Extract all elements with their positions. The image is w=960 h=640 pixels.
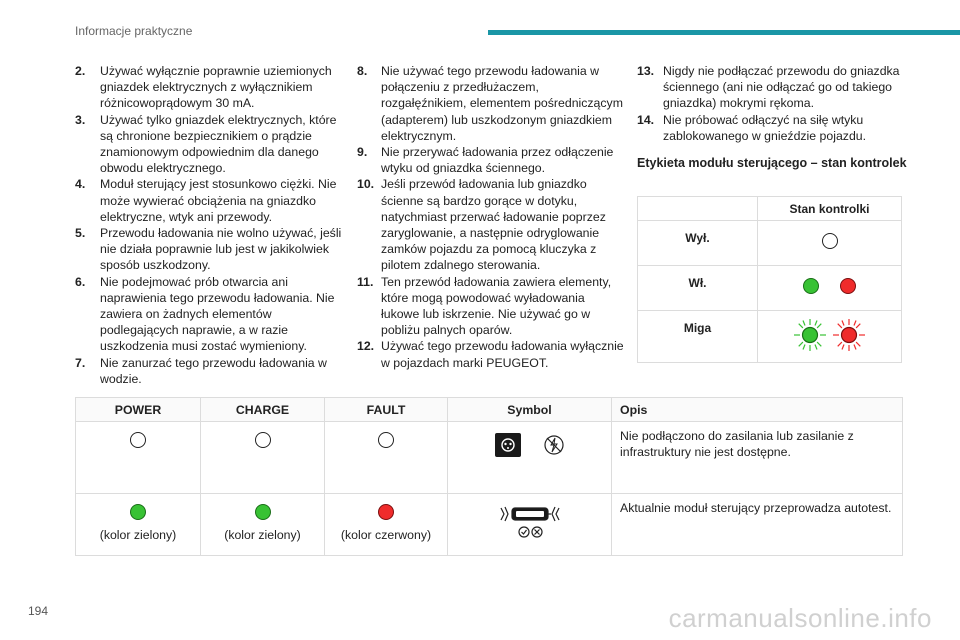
state-label-blink: Miga — [638, 311, 758, 363]
col-header-desc: Opis — [612, 398, 903, 422]
col-header-charge: CHARGE — [201, 398, 325, 422]
item-number: 12. — [357, 339, 375, 354]
item-text: Używać tego przewodu ładowania wyłącznie w pojazdach marki PEUGEOT. — [381, 339, 624, 370]
color-caption: (kolor zielony) — [224, 528, 301, 542]
table-header-row — [638, 197, 902, 221]
list-item — [357, 338, 625, 370]
no-power-icon — [542, 433, 566, 457]
col-header-symbol: Symbol — [448, 398, 612, 422]
item-number: 9. — [357, 145, 368, 160]
item-number: 3. — [75, 112, 86, 127]
state-label-off: Wył. — [638, 221, 758, 266]
table-row — [76, 422, 903, 494]
item-text: Przewodu ładowania nie wolno używać, jeśli nie działa poprawnie lub jest w jakikolwiek sposób uszkodzony. — [100, 226, 342, 273]
watermark: carmanualsonline.info — [668, 603, 932, 633]
item-number: 5. — [75, 226, 86, 241]
item-text: Nie przerywać ładowania przez odłączenie wtyku od gniazdka ściennego. — [381, 145, 614, 176]
list-item — [75, 355, 345, 387]
item-text: Moduł sterujący jest stosunkowo ciężki. Nie może wywierać obciążenia na gniazdko elektryczne, wtyk ani przewody. — [100, 177, 337, 224]
led-off-icon — [130, 432, 146, 448]
table-row — [638, 221, 902, 266]
status-table — [75, 397, 903, 556]
plug-icon — [493, 432, 523, 458]
item-text: Ten przewód ładowania zawiera elementy, które mogą powodować wyładowania łukowe lub iskrzenie. Nie używać go w pobliżu palnych oparów. — [381, 274, 612, 338]
table-row — [76, 494, 903, 556]
header-accent-bar — [488, 30, 960, 35]
led-green-blinking-icon — [792, 317, 828, 353]
led-red-icon — [840, 278, 856, 294]
led-green-icon — [803, 278, 819, 294]
desc-cell: Aktualnie moduł sterujący przeprowadza autotest. — [612, 494, 903, 556]
item-number: 6. — [75, 274, 86, 289]
page-number: 194 — [28, 604, 49, 618]
item-number: 2. — [75, 64, 86, 78]
item-number: 11. — [357, 274, 374, 289]
item-text: Jeśli przewód ładowania lub gniazdko ścienne są bardzo gorące w dotyku, natychmiast przerwać ładowanie poprzez zaryglowanie, a następnie odryglowanie zamków pojazdu za pomocą kluczyka z pilotem zdalnego sterowania. — [381, 177, 606, 273]
item-text: Nie podejmować prób otwarcia ani naprawienia tego przewodu ładowania. Nie zawiera on żadnych elementów podlegających naprawie, a w razie uszkodzenia musi zostać wymieniony. — [100, 274, 335, 354]
item-text: Nie używać tego przewodu ładowania w połączeniu z przedłużaczem, rozgałęźnikiem, elementem pośredniczącym (adapterem) lub uszkodzonym gniazdkiem elektrycznym. — [381, 64, 623, 143]
led-red-blinking-icon — [831, 317, 867, 353]
table-header-empty — [638, 197, 758, 221]
table-row — [638, 311, 902, 363]
section-heading: Etykieta modułu sterującego – stan kontrolek — [637, 156, 907, 171]
item-text: Nie zanurzać tego przewodu ładowania w wodzie. — [100, 355, 327, 386]
list-item — [75, 225, 345, 274]
led-green-icon — [255, 504, 271, 520]
list-item — [637, 112, 907, 144]
list-item — [637, 63, 907, 112]
item-number: 14. — [637, 112, 655, 127]
item-number: 4. — [75, 177, 86, 192]
led-off-icon — [378, 432, 394, 448]
table-header-row — [76, 398, 903, 422]
led-red-icon — [378, 504, 394, 520]
item-number: 13. — [637, 64, 655, 78]
col-header-power: POWER — [76, 398, 201, 422]
column-2 — [357, 63, 625, 371]
item-number: 7. — [75, 355, 86, 370]
column-1 — [75, 63, 345, 387]
list-item — [75, 176, 345, 225]
led-off-icon — [255, 432, 271, 448]
state-label-on: Wł. — [638, 266, 758, 311]
color-caption: (kolor czerwony) — [340, 528, 432, 542]
led-off-icon — [822, 233, 838, 249]
item-text: Używać tylko gniazdek elektrycznych, które są chronione bezpiecznikiem o prądzie znamionowym odpowiednim dla danego obwodu elektrycznego. — [100, 112, 337, 176]
item-number: 8. — [357, 64, 368, 78]
column-3 — [637, 63, 907, 171]
list-item — [75, 63, 345, 112]
list-item — [357, 274, 625, 339]
item-text: Nie próbować odłączyć na siłę wtyku zablokowanego w gnieździe pojazdu. — [663, 112, 867, 143]
table-header-state: Stan kontrolki — [758, 197, 902, 221]
col-header-fault: FAULT — [325, 398, 448, 422]
item-text: Nigdy nie podłączać przewodu do gniazdka ściennego (ani nie odłączać go od takiego gniazdka) mokrymi rękoma. — [663, 64, 900, 111]
table-row — [638, 266, 902, 311]
list-item — [357, 176, 625, 273]
color-caption: (kolor zielony) — [99, 528, 177, 542]
desc-cell: Nie podłączono do zasilania lub zasilanie z infrastruktury nie jest dostępne. — [612, 422, 903, 494]
list-item — [357, 144, 625, 176]
page-header-title: Informacje praktyczne — [75, 24, 193, 38]
indicator-state-table — [637, 196, 902, 363]
item-number: 10. — [357, 177, 375, 192]
list-item — [75, 274, 345, 355]
led-green-icon — [130, 504, 146, 520]
self-test-icon — [495, 504, 565, 540]
item-text: Używać wyłącznie poprawnie uziemionych gniazdek elektrycznych z wyłącznikiem różnicowoprądowym 30 mA. — [100, 64, 332, 111]
list-item — [75, 112, 345, 177]
list-item — [357, 63, 625, 144]
